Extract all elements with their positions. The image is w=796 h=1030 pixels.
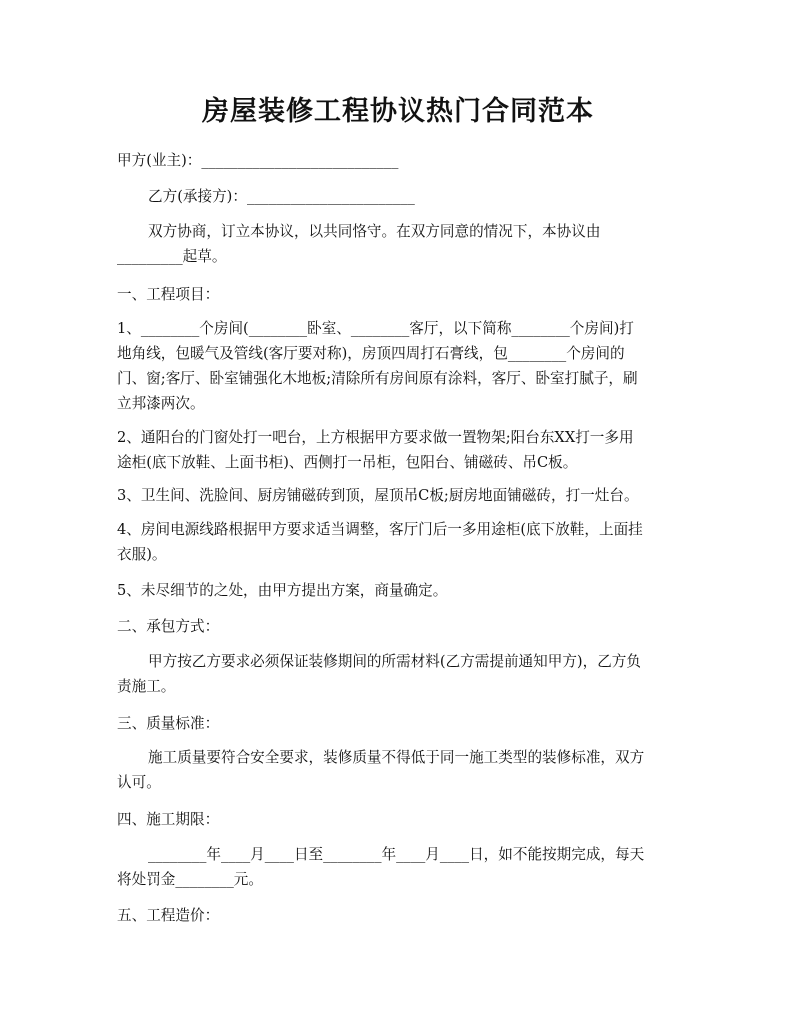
text-line: 乙方(承接方)：_______________________: [148, 188, 415, 205]
contract-method-paragraph: [117, 649, 682, 699]
text-line: 二、承包方式：: [117, 618, 220, 635]
text-line: 责施工。: [117, 678, 176, 695]
text-line: 1、________个房间(________卧室、________客厅，以下简称________个房间)打: [117, 320, 634, 337]
section-heading-1: [117, 282, 682, 307]
text-line: 五、工程造价：: [117, 907, 220, 924]
item-2-paragraph: [117, 425, 682, 475]
section-heading-2: [117, 614, 682, 639]
text-line: 3、卫生间、洗脸间、厨房铺磁砖到顶，屋顶吊C板;厨房地面铺磁砖，打一灶台。: [117, 487, 639, 504]
text-line: 4、房间电源线路根据甲方要求适当调整，客厅门后一多用途柜(底下放鞋，上面挂: [117, 521, 643, 538]
text-line: 甲方(业主)：___________________________: [117, 152, 399, 169]
quality-standard-paragraph: [117, 745, 682, 795]
section-heading-4: [117, 807, 682, 832]
text-line: 5、未尽细节的之处，由甲方提出方案，商量确定。: [117, 582, 448, 599]
text-line: 途柜(底下放鞋、上面书柜)、西侧打一吊柜，包阳台、铺磁砖、吊C板。: [117, 454, 578, 471]
text-line: 三、质量标准：: [117, 715, 220, 732]
party-b-line: [117, 184, 682, 209]
text-line: 2、通阳台的门窗处打一吧台，上方根据甲方要求做一置物架;阳台东XX打一多用: [117, 429, 634, 446]
section-heading-5: [117, 903, 682, 928]
party-a-line: [117, 148, 682, 173]
text-line: 四、施工期限：: [117, 811, 220, 828]
text-line: ________年____月____日至________年____月____日，如不能按期完成，每天: [148, 846, 645, 863]
text-line: _________起草。: [117, 248, 227, 265]
text-line: 地角线，包暖气及管线(客厅要对称)，房顶四周打石膏线，包________个房间的: [117, 345, 625, 362]
text-line: 门、窗;客厅、卧室铺强化木地板;清除所有房间原有涂料，客厅、卧室打腻子，刷: [117, 370, 638, 387]
text-line: 认可。: [117, 774, 161, 791]
text-line: 施工质量要符合安全要求，装修质量不得低于同一施工类型的装修标准，双方: [148, 749, 645, 766]
item-4-paragraph: [117, 517, 682, 567]
intro-paragraph: [117, 219, 682, 269]
text-line: 将处罚金________元。: [117, 871, 263, 888]
text-line: 甲方按乙方要求必须保证装修期间的所需材料(乙方需提前通知甲方)，乙方负: [148, 653, 641, 670]
text-line: 一、工程项目：: [117, 286, 220, 303]
construction-period-paragraph: [117, 842, 682, 892]
text-line: 立邦漆两次。: [117, 395, 205, 412]
text-line: 双方协商，订立本协议，以共同恪守。在双方同意的情况下，本协议由: [148, 223, 601, 240]
item-5-paragraph: [117, 578, 682, 603]
item-1-paragraph: [117, 316, 682, 416]
text-line: 衣服)。: [117, 546, 167, 563]
item-3-paragraph: [117, 483, 682, 508]
section-heading-3: [117, 711, 682, 736]
document-title: 房屋装修工程协议热门合同范本: [202, 96, 594, 127]
